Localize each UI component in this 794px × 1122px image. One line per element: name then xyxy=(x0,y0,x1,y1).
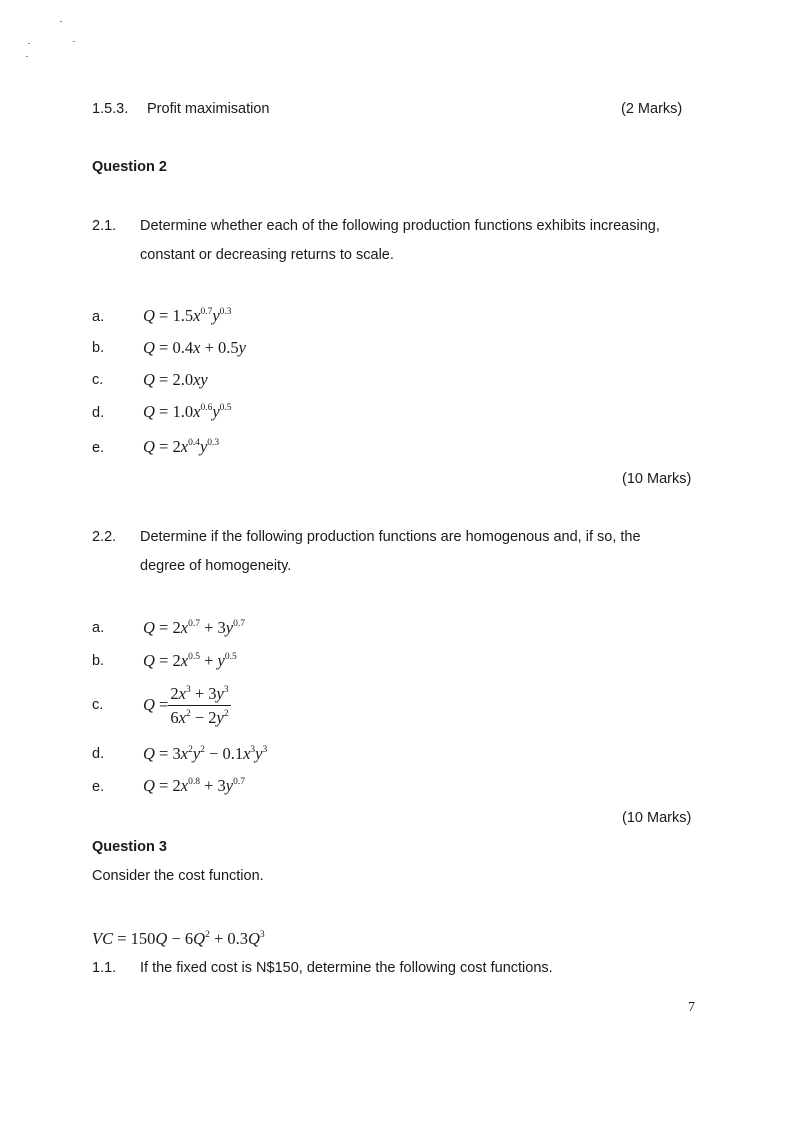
item-label: d. xyxy=(92,746,105,762)
item-label: c. xyxy=(92,372,104,388)
scan-speck xyxy=(28,43,30,44)
question-heading: Question 3 xyxy=(92,839,167,855)
item-label: a. xyxy=(92,309,105,325)
question-text-line: Determine whether each of the following production functions exhibits increasing, xyxy=(140,218,660,234)
question-text-line: Determine if the following production functions are homogenous and, if so, the xyxy=(140,529,641,545)
marks-label: (10 Marks) xyxy=(622,810,692,826)
question-number: 2.2. xyxy=(92,529,117,545)
item-label: b. xyxy=(92,653,105,669)
formula: Q = 2.0xy xyxy=(143,370,208,389)
item-label: b. xyxy=(92,340,105,356)
formula: $Q = 2x^{0.5} + y^{0.5}$ xyxy=(143,651,237,670)
question-text-line: degree of homogeneity. xyxy=(140,558,292,574)
question-heading: Question 2 xyxy=(92,159,167,175)
formula: VC = $150Q - 6Q^2 + 0.3Q^3$ xyxy=(92,929,265,948)
formula: $Q = 2x^{0.8} + 3y^{0.7}$ xyxy=(143,776,245,795)
formula: $Q = 1.0x^{0.6}y^{0.5}$ xyxy=(143,402,232,421)
formula: $Q = 3x^2y^2 - 0.1x^3y^3$ xyxy=(143,744,268,763)
section-title: Profit maximisation xyxy=(147,101,270,117)
marks-label: (10 Marks) xyxy=(622,471,692,487)
item-label: c. xyxy=(92,697,104,713)
question-text-line: If the fixed cost is N$150, determine the following cost functions. xyxy=(140,960,553,976)
formula: Q = $\frac{2x^3 + 3y^3}{6x^2 - 2y^2}$ xyxy=(143,684,229,727)
scan-speck xyxy=(26,56,28,57)
item-label: d. xyxy=(92,405,105,421)
page-number: 7 xyxy=(688,1000,695,1015)
scan-speck xyxy=(73,41,75,42)
item-label: a. xyxy=(92,620,105,636)
scan-speck xyxy=(60,21,62,22)
formula: $Q = 1.5x^{0.7}y^{0.3}$ xyxy=(143,306,232,325)
formula: $Q = 2x^{0.4}y^{0.3}$ xyxy=(143,437,220,456)
question-number: 2.1. xyxy=(92,218,117,234)
fraction: $\frac{2x^3 + 3y^3}{6x^2 - 2y^2}$ xyxy=(170,684,229,727)
item-label: e. xyxy=(92,440,105,456)
question-number: 1.1. xyxy=(92,960,117,976)
section-number: 1.5.3. xyxy=(92,101,129,117)
formula: $Q = 2x^{0.7} + 3y^{0.7}$ xyxy=(143,618,245,637)
formula: Q = 0.4x + 0.5y xyxy=(143,338,246,357)
question-text-line: constant or decreasing returns to scale. xyxy=(140,247,394,263)
item-label: e. xyxy=(92,779,105,795)
question-intro: Consider the cost function. xyxy=(92,868,264,884)
marks-label: (2 Marks) xyxy=(621,101,683,117)
